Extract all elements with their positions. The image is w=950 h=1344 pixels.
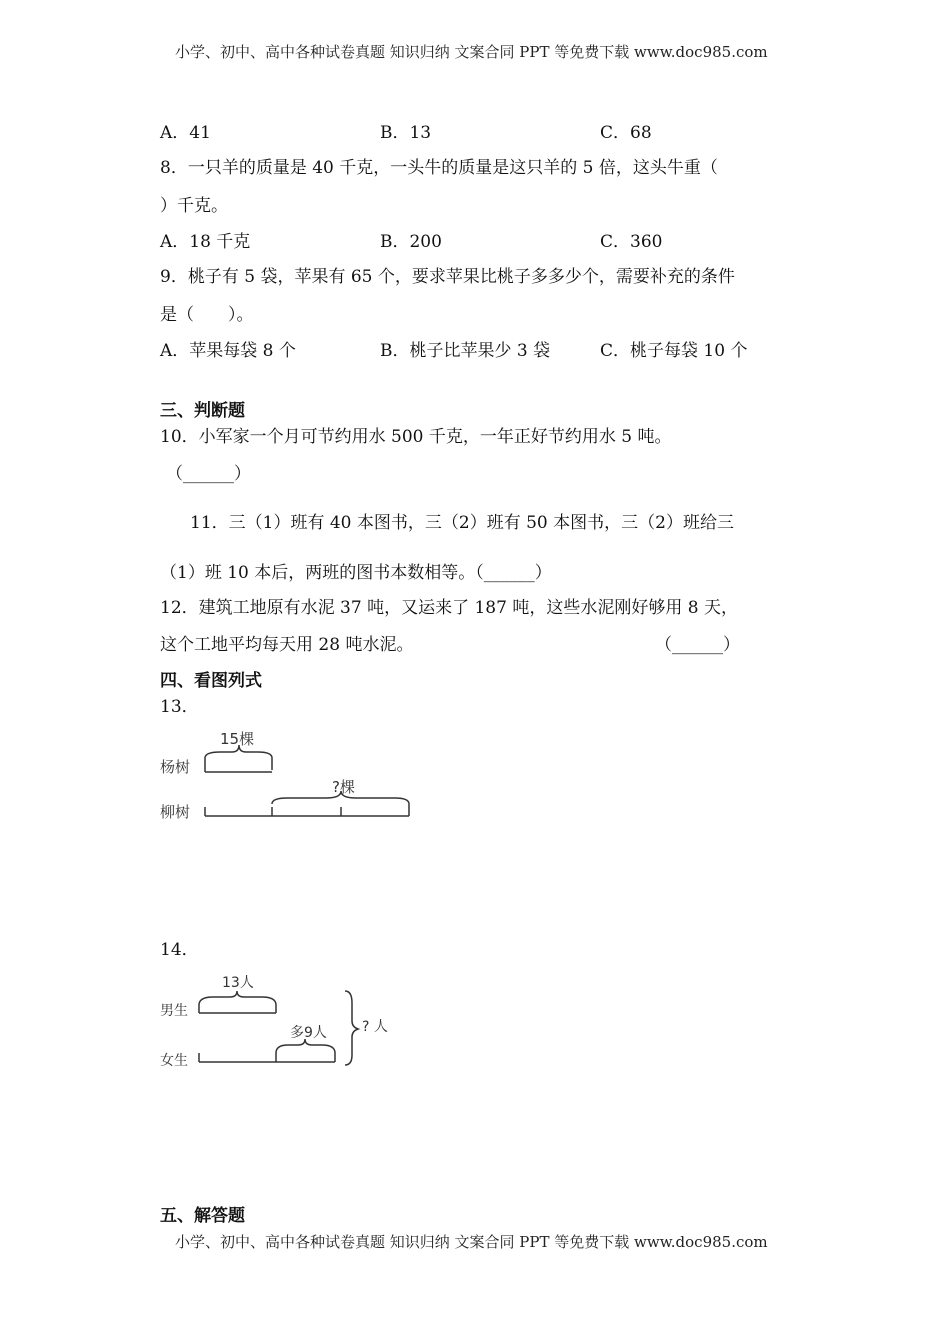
q9-option-c: C．桃子每袋 10 个 — [600, 341, 748, 361]
q7-option-c: C．68 — [600, 123, 652, 143]
q8-question-line1: 8．一只羊的质量是 40 千克，一头牛的质量是这只羊的 5 倍，这头牛重（ — [160, 158, 718, 178]
q13-line-diagram — [150, 720, 430, 830]
q9-question-line2: 是（ ）。 — [160, 305, 254, 325]
q13-row1-brace — [205, 745, 272, 770]
q13-row2-amount: ?棵 — [332, 778, 355, 796]
q10-answer-blank: （______） — [166, 464, 251, 484]
q9-option-b: B．桃子比苹果少 3 袋 — [380, 341, 551, 361]
q8-question-line2: ）千克。 — [160, 196, 228, 216]
q7-option-a: A．41 — [160, 123, 211, 143]
section-title-solution: 五、解答题 — [160, 1206, 245, 1226]
page-footer: 小学、初中、高中各种试卷真题 知识归纳 文案合同 PPT 等免费下载 www.doc985.com — [175, 1233, 768, 1251]
q14-line-diagram — [150, 965, 400, 1075]
q13-row1-amount: 15棵 — [220, 730, 255, 748]
q14-row2-amount: 多9人 — [290, 1025, 327, 1041]
q14-total-amount: ? 人 — [362, 1019, 388, 1035]
q12-answer-blank: （______） — [655, 635, 740, 655]
q11-question-line2: （1）班 10 本后，两班的图书本数相等。（______） — [160, 563, 552, 583]
q13-number: 13． — [160, 697, 199, 717]
q14-row1-amount: 13人 — [222, 975, 254, 991]
q7-option-b: B．13 — [380, 123, 432, 143]
q9-option-a: A．苹果每袋 8 个 — [160, 341, 296, 361]
q12-question-line1: 12．建筑工地原有水泥 37 吨，又运来了 187 吨，这些水泥刚好够用 8 天， — [160, 598, 738, 618]
q8-option-b: B．200 — [380, 232, 442, 252]
section-title-judgment: 三、判断题 — [160, 401, 245, 421]
section-title-picture-equation: 四、看图列式 — [160, 671, 262, 691]
q14-row1-label: 男生 — [160, 1003, 188, 1019]
q10-question: 10．小军家一个月可节约用水 500 千克，一年正好节约用水 5 吨。 — [160, 427, 672, 447]
q14-row1-brace — [199, 991, 276, 1013]
q9-question-line1: 9．桃子有 5 袋，苹果有 65 个，要求苹果比桃子多多少个，需要补充的条件 — [160, 267, 735, 287]
q14-row2-brace — [276, 1039, 335, 1062]
q13-row1-label: 杨树 — [160, 758, 191, 776]
q14-row2-label: 女生 — [160, 1053, 188, 1069]
q11-question-line1: 11．三（1）班有 40 本图书，三（2）班有 50 本图书，三（2）班给三 — [190, 513, 734, 533]
q12-question-line2: 这个工地平均每天用 28 吨水泥。 — [160, 635, 414, 655]
page-header: 小学、初中、高中各种试卷真题 知识归纳 文案合同 PPT 等免费下载 www.doc985.com — [175, 43, 768, 61]
q14-number: 14． — [160, 940, 199, 960]
q8-option-a: A．18 千克 — [160, 232, 251, 252]
q13-row2-label: 柳树 — [160, 803, 191, 821]
q8-option-c: C．360 — [600, 232, 663, 252]
q14-total-brace — [345, 991, 358, 1065]
